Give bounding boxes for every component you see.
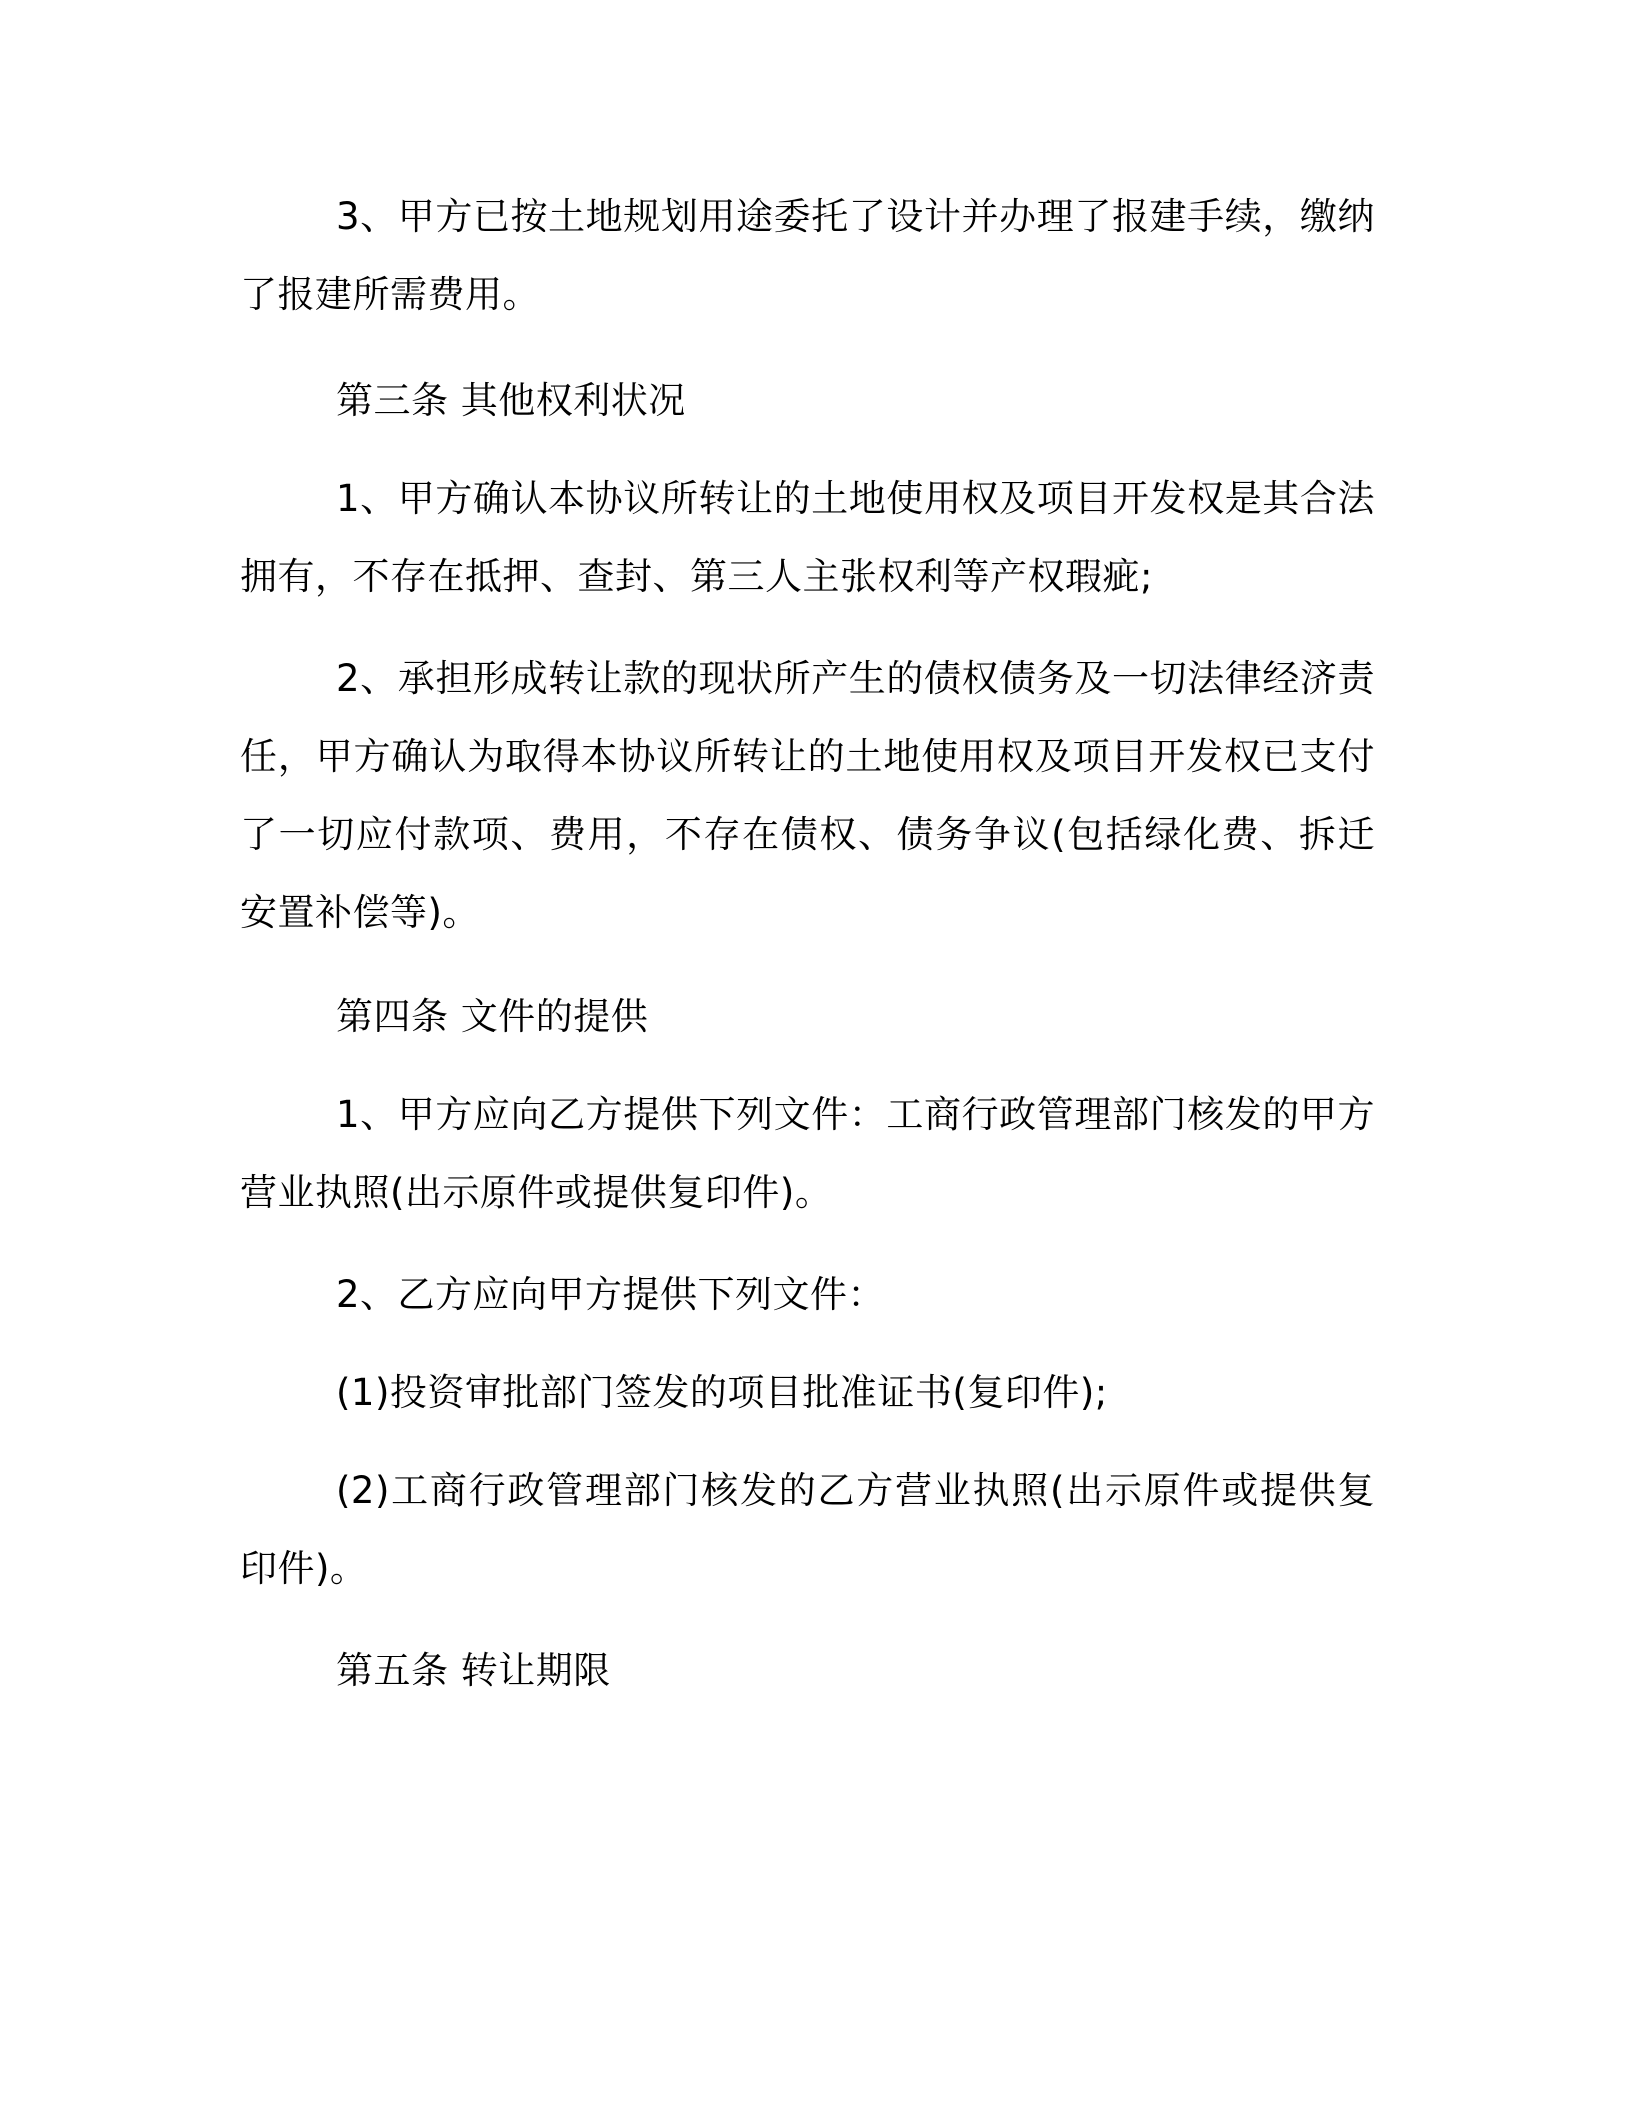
paragraph-article-3-item-2: 2、承担形成转让款的现状所产生的债权债务及一切法律经济责任，甲方确认为取得本协议所转让的土地使用权及项目开发权已支付了一切应付款项、费用，不存在债权、债务争议(包括绿化费、拆迁安置补偿等)。 bbox=[240, 657, 1375, 934]
paragraph-article-4-item-2: 2、乙方应向甲方提供下列文件： bbox=[336, 1273, 886, 1316]
heading-article-5: 第五条 转让期限 bbox=[336, 1649, 611, 1692]
paragraph-article-4-item-2-sub-2: (2)工商行政管理部门核发的乙方营业执照(出示原件或提供复印件)。 bbox=[240, 1469, 1375, 1590]
paragraph-article-4-item-2-sub-1: (1)投资审批部门签发的项目批准证书(复印件); bbox=[336, 1371, 1108, 1414]
paragraph-article-4-item-1: 1、甲方应向乙方提供下列文件：工商行政管理部门核发的甲方营业执照(出示原件或提供复印件)。 bbox=[240, 1093, 1375, 1214]
paragraph-article-3-item-1: 1、甲方确认本协议所转让的土地使用权及项目开发权是其合法拥有，不存在抵押、查封、第三人主张权利等产权瑕疵; bbox=[240, 477, 1375, 598]
paragraph-clause-2-item-3: 3、甲方已按土地规划用途委托了设计并办理了报建手续，缴纳了报建所需费用。 bbox=[240, 195, 1375, 316]
heading-article-4: 第四条 文件的提供 bbox=[336, 995, 649, 1038]
heading-article-3: 第三条 其他权利状况 bbox=[336, 379, 686, 422]
